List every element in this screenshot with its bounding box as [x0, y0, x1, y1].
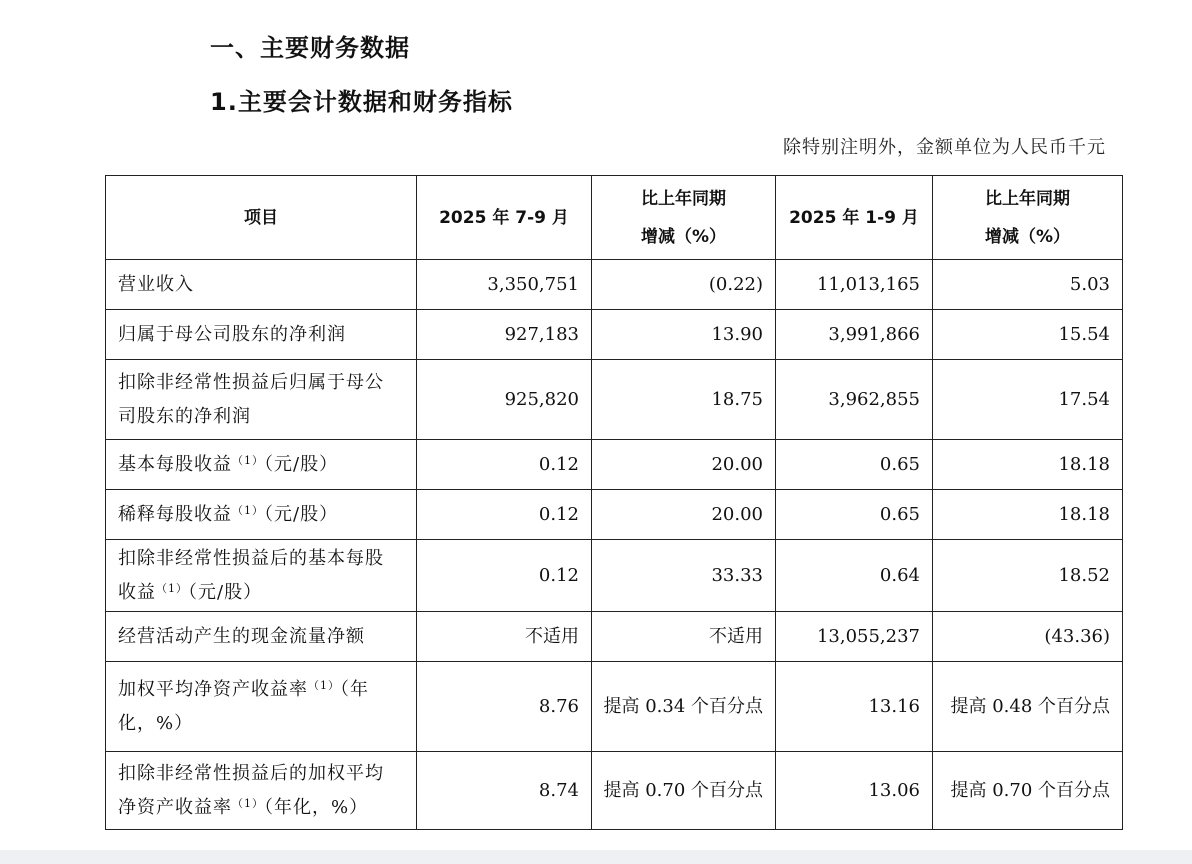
cell-ytd-yoy: 提高 0.70 个百分点 — [933, 752, 1123, 830]
cell-ytd-value: 0.65 — [776, 440, 933, 490]
header-item: 项目 — [106, 176, 417, 260]
cell-ytd-yoy: 18.52 — [933, 540, 1123, 612]
table-row — [106, 540, 1123, 612]
cell-ytd-value: 0.64 — [776, 540, 933, 612]
cell-q3-yoy: 13.90 — [592, 310, 776, 360]
cell-ytd-value: 0.65 — [776, 490, 933, 540]
table-row — [106, 662, 1123, 752]
row-label — [106, 360, 417, 440]
subsection-heading: 1.主要会计数据和财务指标 — [210, 88, 513, 116]
cell-ytd-value: 3,991,866 — [776, 310, 933, 360]
cell-q3-value: 不适用 — [417, 612, 592, 662]
cell-q3-yoy: 33.33 — [592, 540, 776, 612]
table-row — [106, 260, 1123, 310]
row-label — [106, 260, 417, 310]
row-label — [106, 310, 417, 360]
cell-q3-yoy: 提高 0.34 个百分点 — [592, 662, 776, 752]
footnote-mark: （1） — [232, 453, 264, 467]
cell-q3-yoy: 不适用 — [592, 612, 776, 662]
row-label-text: 营业收入 — [118, 273, 194, 295]
footnote-mark: （1） — [156, 581, 188, 595]
cell-ytd-yoy: 18.18 — [933, 440, 1123, 490]
cell-ytd-yoy: 15.54 — [933, 310, 1123, 360]
row-label-line1: 扣除非经常性损益后归属于母公 — [118, 371, 384, 393]
cell-ytd-value: 13.06 — [776, 752, 933, 830]
row-label-unit: （元/股） — [264, 453, 339, 475]
cell-ytd-yoy: 5.03 — [933, 260, 1123, 310]
cell-q3-value: 3,350,751 — [417, 260, 592, 310]
row-label-line1: 扣除非经常性损益后的加权平均 — [118, 762, 384, 784]
row-label-text: 净资产收益率 — [118, 796, 232, 818]
footnote-mark: （1） — [232, 503, 264, 517]
cell-ytd-yoy: 18.18 — [933, 490, 1123, 540]
cell-ytd-value: 11,013,165 — [776, 260, 933, 310]
cell-q3-yoy: 20.00 — [592, 490, 776, 540]
cell-ytd-value: 13,055,237 — [776, 612, 933, 662]
table-row — [106, 310, 1123, 360]
footnote-mark: （1） — [308, 678, 340, 692]
header-ytd-yoy — [933, 176, 1123, 260]
row-label-unit: （元/股） — [188, 581, 263, 603]
row-label-line2: 司股东的净利润 — [118, 405, 251, 427]
row-label — [106, 440, 417, 490]
cell-q3-value: 0.12 — [417, 440, 592, 490]
row-label — [106, 612, 417, 662]
row-label-text: 经营活动产生的现金流量净额 — [118, 625, 365, 647]
cell-q3-yoy: 18.75 — [592, 360, 776, 440]
unit-note: 除特别注明外，金额单位为人民币千元 — [783, 137, 1106, 158]
header-ytd-2025: 2025 年 1-9 月 — [776, 176, 933, 260]
financial-data-table — [105, 175, 1123, 830]
table-row — [106, 490, 1123, 540]
table-row — [106, 612, 1123, 662]
row-label-line1: 扣除非经常性损益后的基本每股 — [118, 547, 384, 569]
cell-ytd-yoy: 提高 0.48 个百分点 — [933, 662, 1123, 752]
cell-q3-value: 8.74 — [417, 752, 592, 830]
row-label-text: 收益 — [118, 581, 156, 603]
cell-ytd-value: 3,962,855 — [776, 360, 933, 440]
row-label — [106, 490, 417, 540]
table-row — [106, 440, 1123, 490]
footnote-mark: （1） — [232, 796, 264, 810]
table-row — [106, 360, 1123, 440]
cell-q3-value: 0.12 — [417, 540, 592, 612]
header-q3-yoy-line1: 比上年同期 — [641, 188, 726, 209]
row-label-text: 加权平均净资产收益率 — [118, 678, 308, 700]
cell-q3-yoy: (0.22) — [592, 260, 776, 310]
cell-q3-value: 8.76 — [417, 662, 592, 752]
row-label-line2: 化，%） — [118, 712, 194, 734]
row-label — [106, 662, 417, 752]
header-q3-yoy-line2: 增减（%） — [640, 226, 727, 247]
row-label-unit: （年化，%） — [264, 796, 369, 818]
cell-ytd-yoy: (43.36) — [933, 612, 1123, 662]
header-q3-2025: 2025 年 7-9 月 — [417, 176, 592, 260]
row-label — [106, 540, 417, 612]
cell-q3-value: 927,183 — [417, 310, 592, 360]
section-heading: 一、主要财务数据 — [210, 34, 410, 62]
header-ytd-yoy-line2: 增减（%） — [984, 226, 1071, 247]
header-ytd-yoy-line1: 比上年同期 — [985, 188, 1070, 209]
table-header-row — [106, 176, 1123, 260]
row-label-text: 基本每股收益 — [118, 453, 232, 475]
cell-ytd-yoy: 17.54 — [933, 360, 1123, 440]
row-label-text: 归属于母公司股东的净利润 — [118, 323, 346, 345]
table-row — [106, 752, 1123, 830]
cell-ytd-value: 13.16 — [776, 662, 933, 752]
row-label — [106, 752, 417, 830]
row-label-unit: （元/股） — [264, 503, 339, 525]
viewer-bottom-strip — [0, 850, 1192, 864]
cell-q3-yoy: 提高 0.70 个百分点 — [592, 752, 776, 830]
cell-q3-yoy: 20.00 — [592, 440, 776, 490]
row-label-text: 稀释每股收益 — [118, 503, 232, 525]
row-label-unit: （年 — [340, 678, 369, 700]
row-label-line1 — [118, 673, 406, 707]
header-q3-yoy — [592, 176, 776, 260]
cell-q3-value: 0.12 — [417, 490, 592, 540]
row-label-line2 — [118, 791, 406, 825]
row-label-line2 — [118, 576, 406, 610]
cell-q3-value: 925,820 — [417, 360, 592, 440]
